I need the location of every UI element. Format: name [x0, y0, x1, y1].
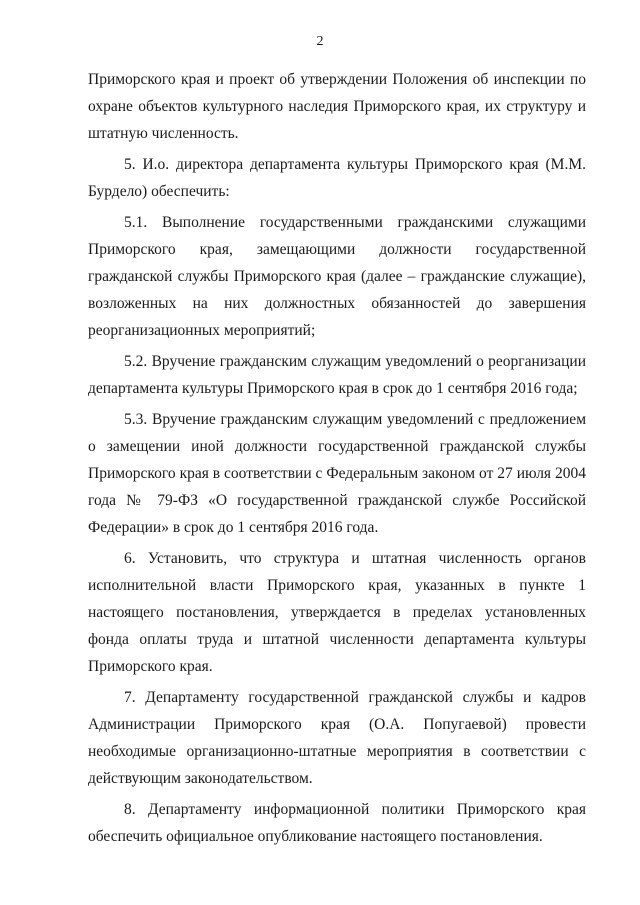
- paragraph-item-5: 5. И.о. директора департамента культуры Приморского края (М.М. Бурдело) обеспечить:: [88, 156, 586, 200]
- paragraph-item-8: 8. Департаменту информационной политики Приморского края обеспечить официальное опубликование настоящего постановления.: [88, 801, 586, 845]
- page-number: 2: [316, 34, 324, 49]
- document-body: [88, 66, 586, 854]
- paragraph-item-5-1: 5.1. Выполнение государственными гражданскими служащими Приморского края, замещающими должности государственной гражданской службы Приморского края (далее – гражданские служащие), возложенных на них должностных обязанностей до завершения реорганизационных мероприятий;: [88, 214, 586, 339]
- paragraph-item-7: 7. Департаменту государственной гражданской службы и кадров Администрации Приморского края (О.А. Попугаевой) провести необходимые организационно-штатные мероприятия в соответствии с действующим законодательством.: [88, 689, 586, 787]
- paragraph-item-5-3: 5.3. Вручение гражданским служащим уведомлений с предложением о замещении иной должности государственной гражданской службы Приморского края в соответствии с Федеральным законом от 27 июля 2004 года № 79-ФЗ «О государственной гражданской службе Российской Федерации» в срок до 1 сентября 2016 года.: [88, 411, 586, 536]
- paragraph-continuation: Приморского края и проект об утверждении Положения об инспекции по охране объектов культурного наследия Приморского края, их структуру и штатную численность.: [88, 71, 586, 142]
- paragraph-item-6: 6. Установить, что структура и штатная численность органов исполнительной власти Приморского края, указанных в пункте 1 настоящего постановления, утверждается в пределах установленных фонда оплаты труда и штатной численности департамента культуры Приморского края.: [88, 550, 586, 675]
- paragraph-item-5-2: 5.2. Вручение гражданским служащим уведомлений о реорганизации департамента культуры Приморского края в срок до 1 сентября 2016 года;: [88, 353, 586, 397]
